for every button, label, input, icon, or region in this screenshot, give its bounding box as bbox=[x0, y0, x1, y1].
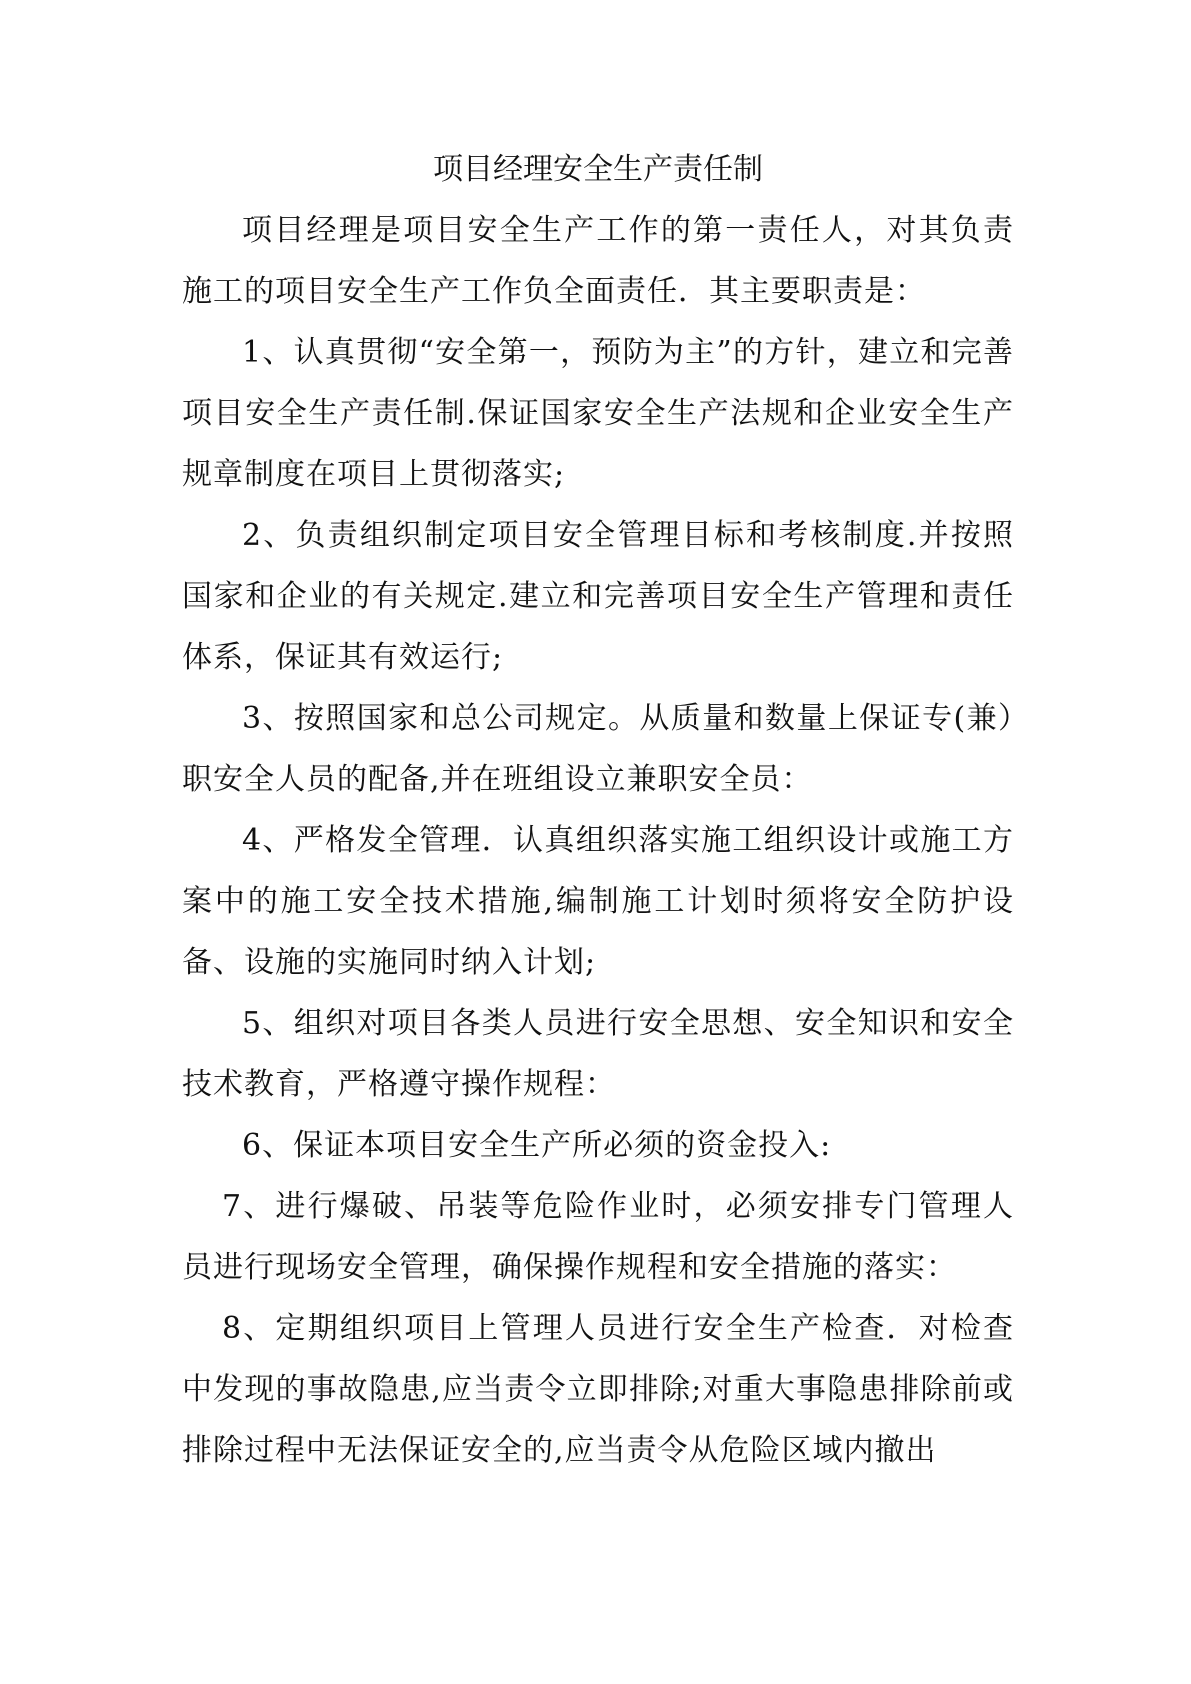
item-2: 2、负责组织制定项目安全管理目标和考核制度.并按照国家和企业的有关规定.建立和完善项目安全生产管理和责任体系，保证其有效运行; bbox=[182, 518, 1014, 675]
item-4: 4、严格发全管理．认真组织落实施工组织设计或施工方案中的施工安全技术措施,编制施工计划时须将安全防护设备、设施的实施同时纳入计划; bbox=[182, 823, 1014, 980]
item-8: 8、定期组织项目上管理人员进行安全生产检查．对检查中发现的事故隐患,应当责令立即排除;对重大事隐患排除前或排除过程中无法保证安全的,应当责令从危险区域内撤出 bbox=[182, 1311, 1014, 1468]
item-5: 5、组织对项目各类人员进行安全思想、安全知识和安全技术教育，严格遵守操作规程： bbox=[182, 1006, 1014, 1102]
document-title: 项目经理安全生产责任制 bbox=[433, 152, 763, 187]
item-3: 3、按照国家和总公司规定。从质量和数量上保证专(兼）职安全人员的配备,并在班组设立兼职安全员： bbox=[182, 701, 1014, 797]
item-1: 1、认真贯彻“安全第一，预防为主”的方针，建立和完善项目安全生产责任制.保证国家安全生产法规和企业安全生产规章制度在项目上贯彻落实; bbox=[182, 335, 1014, 492]
item-6: 6、保证本项目安全生产所必须的资金投入: bbox=[242, 1128, 832, 1163]
intro-paragraph: 项目经理是项目安全生产工作的第一责任人，对其负责施工的项目安全生产工作负全面责任．其主要职责是： bbox=[182, 213, 1014, 309]
item-7: 7、进行爆破、吊装等危险作业时，必须安排专门管理人员进行现场安全管理，确保操作规程和安全措施的落实： bbox=[182, 1189, 1014, 1285]
document-page bbox=[182, 140, 1014, 1481]
